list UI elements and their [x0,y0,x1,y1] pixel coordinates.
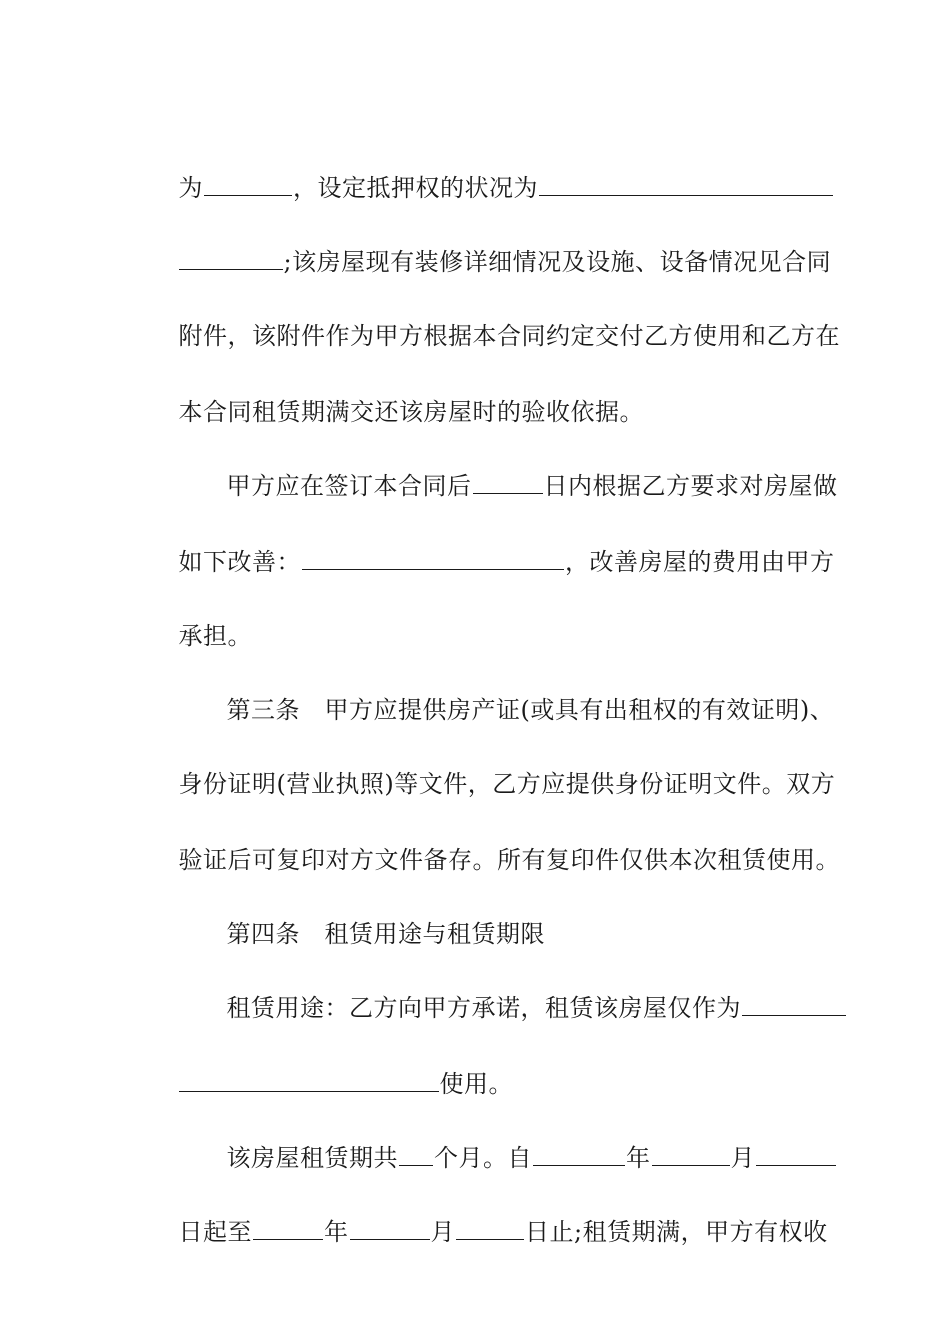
paragraph-line [146,208,832,276]
blank-field[interactable] [539,173,833,196]
blank-field[interactable] [204,173,292,196]
text-segment: 本合同租赁期满交还该房屋时的验收依据。 [178,398,645,426]
text-segment: 甲方应在签订本合同后 [226,472,472,500]
blank-field[interactable] [399,1143,433,1166]
text-segment: ，设定抵押权的状况为 [293,174,539,202]
blank-field[interactable] [473,471,543,494]
text-segment: 个月。自 [434,1144,533,1172]
text-segment: 年 [324,1218,349,1246]
article-3-heading-line [146,656,835,724]
blank-field[interactable] [350,1217,430,1240]
text-segment: 日起至 [178,1218,253,1246]
text-segment: ，改善房屋的费用由甲方 [565,548,835,576]
blank-field[interactable] [179,247,283,270]
article-4-heading [146,880,806,948]
paragraph-line [146,730,836,798]
text-segment: 承担。 [178,622,253,650]
paragraph-line [146,954,806,1022]
text-segment: 使用。 [439,1070,514,1098]
text-segment: ;该房屋现有装修详细情况及设施、设备情况见合同 [283,248,832,276]
paragraph-line [146,1104,806,1172]
paragraph-line [146,508,835,576]
paragraph-line [146,134,806,202]
paragraph-line [146,806,841,874]
paragraph-line [146,432,838,500]
text-segment: 年 [626,1144,651,1172]
text-segment: 第三条 甲方应提供房产证(或具有出租权的有效证明)、 [226,696,835,724]
paragraph-line [146,1030,806,1098]
text-segment: 月 [430,1218,456,1246]
text-segment: 附件，该附件作为甲方根据本合同约定交付乙方使用和乙方在 [178,322,841,350]
text-segment: 月 [730,1144,756,1172]
text-segment: 租赁用途：乙方向甲方承诺，租赁该房屋仅作为 [226,994,742,1022]
text-segment: 如下改善： [178,548,302,576]
blank-field[interactable] [533,1143,625,1166]
text-segment: 身份证明(营业执照)等文件，乙方应提供身份证明文件。双方 [178,770,836,798]
blank-field[interactable] [179,1069,439,1092]
blank-field[interactable] [652,1143,730,1166]
paragraph-line [146,282,841,350]
text-segment: 第四条 租赁用途与租赁期限 [226,920,546,948]
blank-field[interactable] [456,1217,524,1240]
text-segment: 该房屋租赁期共 [226,1144,399,1172]
blank-field[interactable] [302,547,564,570]
blank-field[interactable] [756,1143,836,1166]
text-segment: 日止;租赁期满，甲方有权收 [525,1218,828,1246]
paragraph-line [146,582,806,650]
text-segment: 为 [178,174,204,202]
paragraph-line [146,358,806,426]
blank-field[interactable] [742,993,846,1016]
paragraph-line [146,1178,828,1246]
text-segment: 日内根据乙方要求对房屋做 [543,472,838,500]
text-segment: 验证后可复印对方文件备存。所有复印件仅供本次租赁使用。 [178,846,841,874]
blank-field[interactable] [253,1217,323,1240]
